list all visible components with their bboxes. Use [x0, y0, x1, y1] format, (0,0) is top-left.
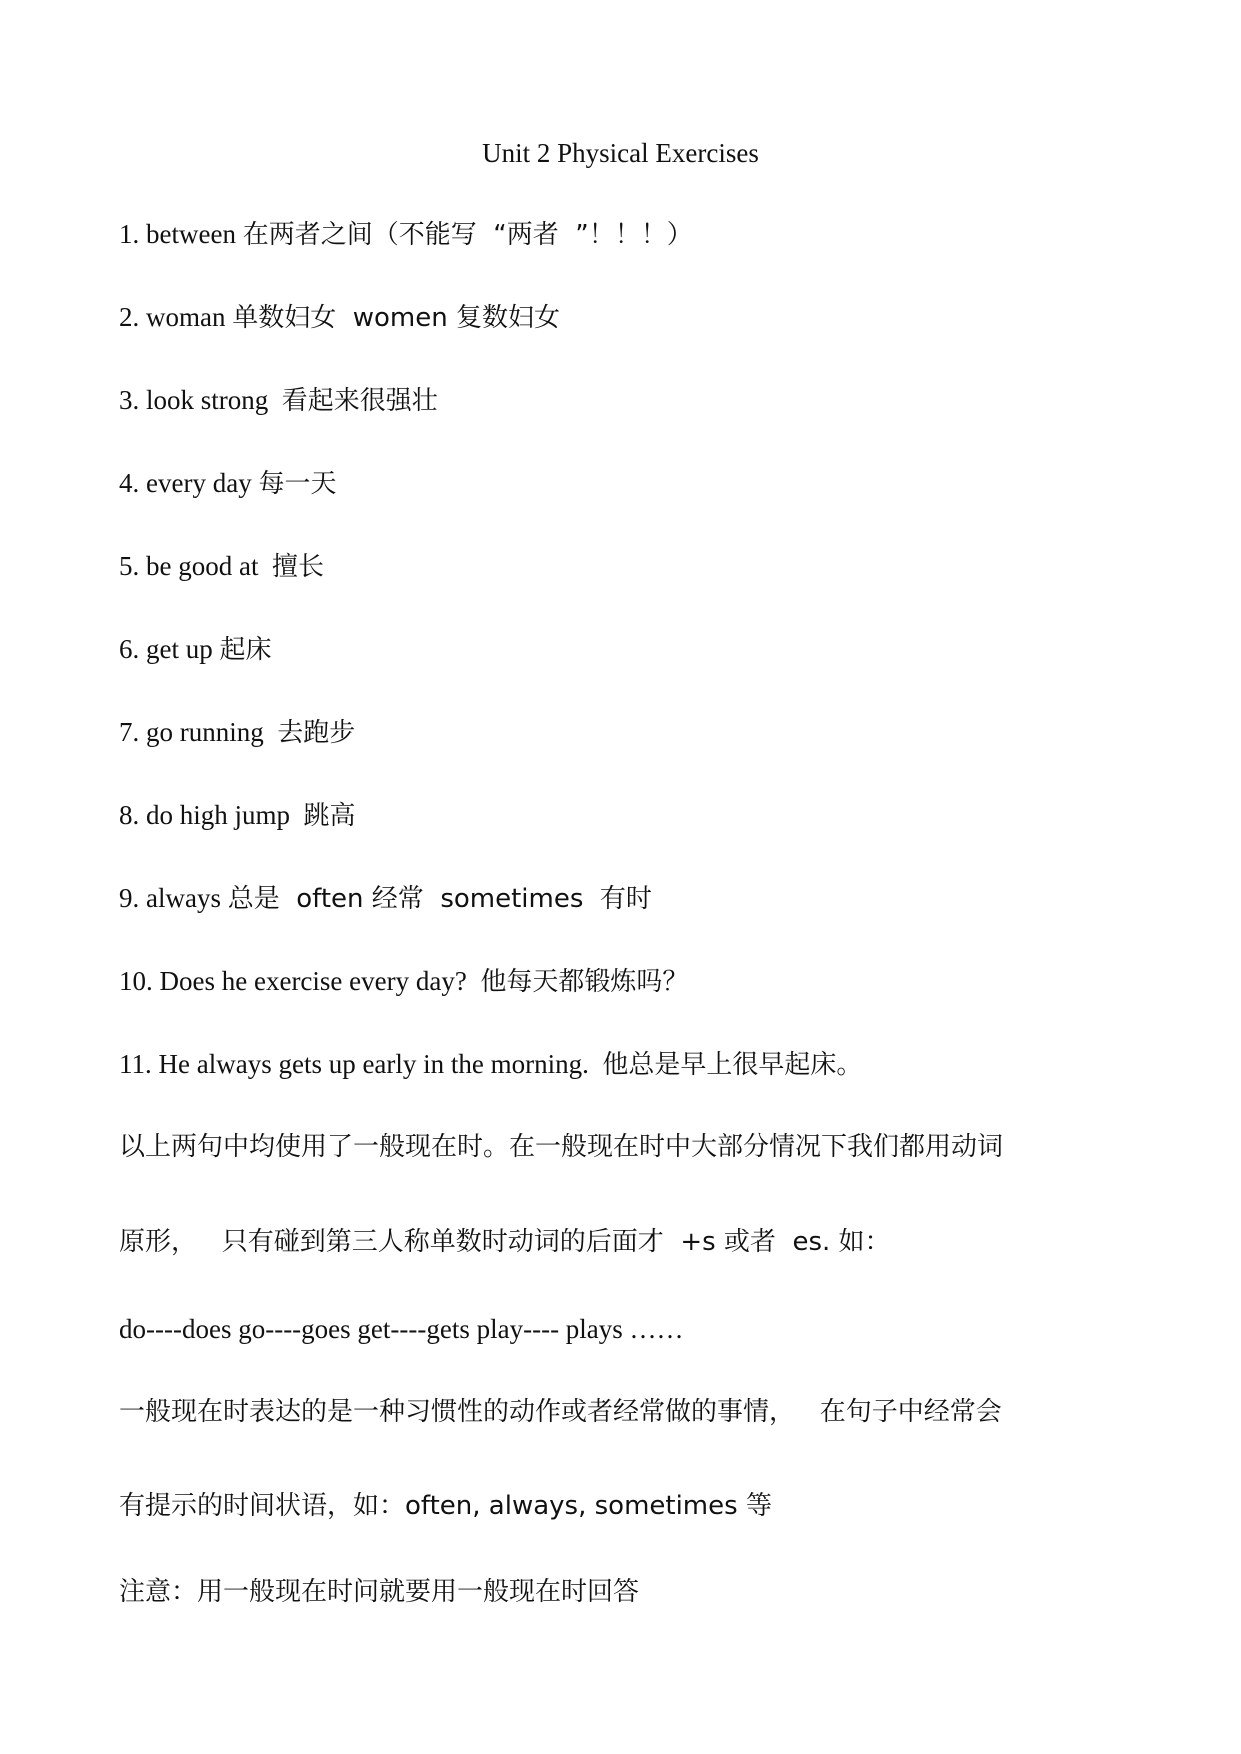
vocab-item-6-en: 6. get up [119, 634, 220, 664]
vocab-item-4 [119, 463, 336, 504]
vocab-item-2-cn: 单数妇女 women 复数妇女 [232, 303, 561, 333]
vocab-item-5-cn: 擅长 [271, 552, 324, 582]
vocab-item-2-en: 2. woman [119, 302, 233, 332]
vocab-item-3-cn: 看起来很强壮 [281, 386, 438, 416]
grammar-paragraph-1: 以上两句中均使用了一般现在时。在一般现在时中大部分情况下我们都用动词 [119, 1132, 1004, 1162]
sentence-item-11-cn: 他总是早上很早起床。 [602, 1050, 863, 1080]
vocab-item-8-cn: 跳高 [303, 801, 356, 831]
vocab-item-3-en: 3. look strong [119, 385, 282, 415]
vocab-item-4-cn: 每一天 [258, 469, 337, 499]
vocab-item-8-en: 8. do high jump [119, 800, 304, 830]
vocab-item-6 [119, 629, 272, 670]
grammar-examples: do----does go----goes get----gets play---- plays …… [119, 1314, 684, 1344]
vocab-item-1 [119, 214, 693, 255]
sentence-item-10-en: 10. Does he exercise every day? [119, 966, 481, 996]
vocab-item-1-en: 1. between [119, 219, 243, 249]
vocab-item-5 [119, 546, 324, 587]
sentence-item-10-cn: 他每天都锻炼吗？ [480, 967, 689, 997]
sentence-item-10 [119, 961, 688, 1002]
grammar-paragraph-4: 有提示的时间状语，如：often, always, sometimes 等 [119, 1491, 772, 1521]
vocab-item-3 [119, 380, 438, 421]
grammar-paragraph-2: 原形， 只有碰到第三人称单数时动词的后面才 +s 或者 es. 如： [119, 1227, 891, 1257]
vocab-item-9-en: 9. always [119, 883, 228, 913]
vocab-item-7-en: 7. go running [119, 717, 278, 747]
grammar-paragraph-3: 一般现在时表达的是一种习惯性的动作或者经常做的事情， 在句子中经常会 [119, 1397, 1002, 1427]
page-title [0, 133, 1241, 173]
vocab-item-7 [119, 712, 355, 753]
sentence-item-11-en: 11. He always gets up early in the morning. [119, 1049, 603, 1079]
vocab-item-2 [119, 297, 560, 338]
vocab-item-8 [119, 795, 356, 836]
sentence-item-11 [119, 1044, 862, 1085]
vocab-item-5-en: 5. be good at [119, 551, 272, 581]
vocab-item-6-cn: 起床 [219, 635, 272, 665]
vocab-item-4-en: 4. every day [119, 468, 259, 498]
vocab-item-9 [119, 878, 652, 919]
vocab-item-9-cn: 总是 often 经常 sometimes 有时 [227, 884, 652, 914]
page-title-text: Unit 2 Physical Exercises [482, 138, 759, 168]
vocab-item-1-cn: 在两者之间（不能写 “两者 ”！！！） [242, 220, 693, 250]
vocab-item-7-cn: 去跑步 [277, 718, 356, 748]
grammar-note: 注意：用一般现在时问就要用一般现在时回答 [119, 1577, 640, 1607]
